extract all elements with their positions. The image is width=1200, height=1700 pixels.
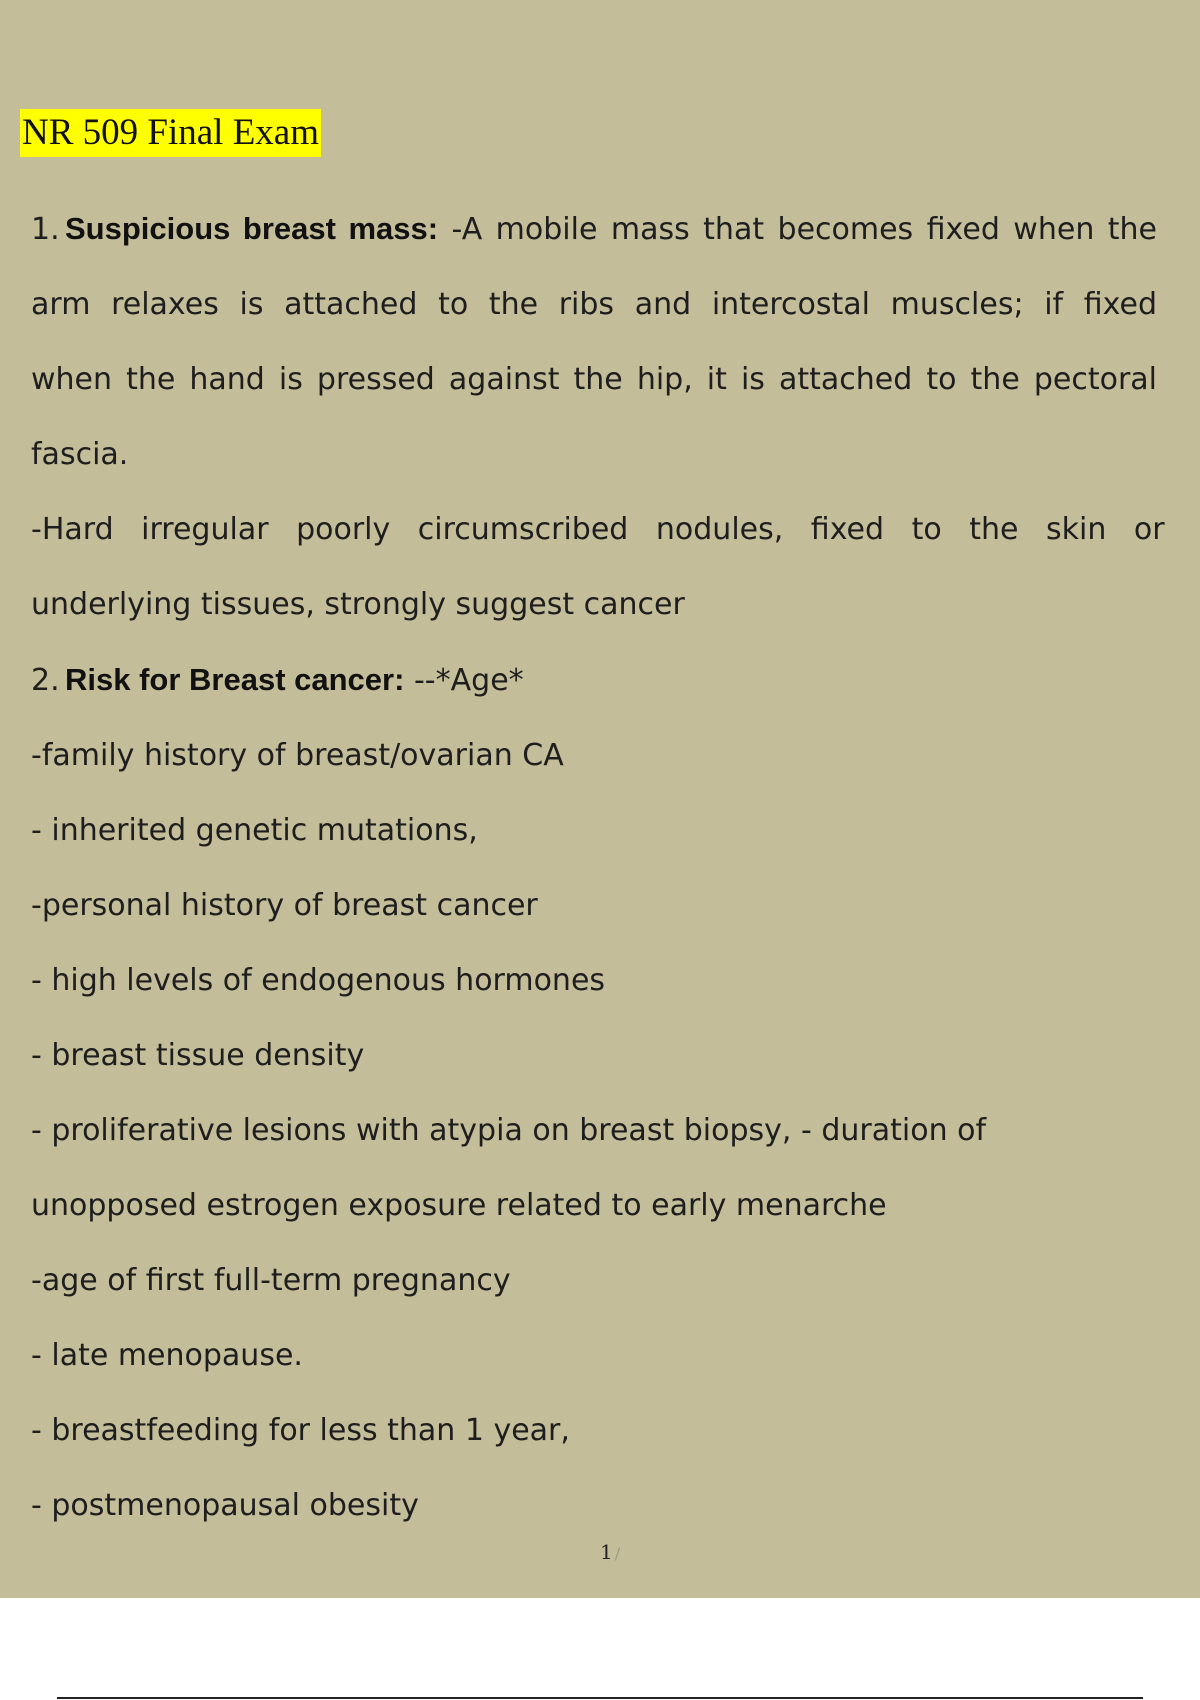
list-item: - late menopause. xyxy=(31,1338,303,1373)
list-item: - high levels of endogenous hormones xyxy=(31,963,606,998)
footer-rule xyxy=(57,1697,1143,1699)
text-line: -Hard irregular poorly circumscribed nodules, fixed to the skin or xyxy=(31,512,1165,547)
list-item: - postmenopausal obesity xyxy=(31,1488,419,1523)
item-2-number: 2. xyxy=(31,663,60,698)
list-item: -personal history of breast cancer xyxy=(31,888,538,923)
item-1-number: 1. xyxy=(31,212,60,247)
item-1-paragraph xyxy=(31,191,1157,492)
list-item: - breastfeeding for less than 1 year, xyxy=(31,1413,570,1448)
list-item: - inherited genetic mutations, xyxy=(31,813,478,848)
item-2-text: --*Age* xyxy=(404,663,524,698)
list-item: - breast tissue density xyxy=(31,1038,365,1073)
item-2-heading xyxy=(31,642,1157,718)
page-number-value: 1 xyxy=(600,1540,613,1564)
item-2-term: Risk for Breast cancer: xyxy=(65,662,405,697)
list-item: -family history of breast/ovarian CA xyxy=(31,738,564,773)
page-number xyxy=(600,1540,620,1564)
page-separator: / xyxy=(614,1544,621,1563)
list-item: unopposed estrogen exposure related to early menarche xyxy=(31,1188,887,1223)
text-line: underlying tissues, strongly suggest cancer xyxy=(31,587,685,622)
document-body xyxy=(31,191,1165,1543)
item-1-term: Suspicious breast mass: xyxy=(65,211,439,246)
list-item: - proliferative lesions with atypia on breast biopsy, - duration of xyxy=(31,1113,987,1148)
document-title: NR 509 Final Exam xyxy=(20,109,321,157)
item-1-text: -A mobile mass that becomes fixed when the arm relaxes is attached to the ribs and intercostal muscles; if fixed when the hand is pressed against the hip, it is attached to the pectoral fascia. xyxy=(31,212,1158,472)
list-item: -age of first full-term pregnancy xyxy=(31,1263,511,1298)
